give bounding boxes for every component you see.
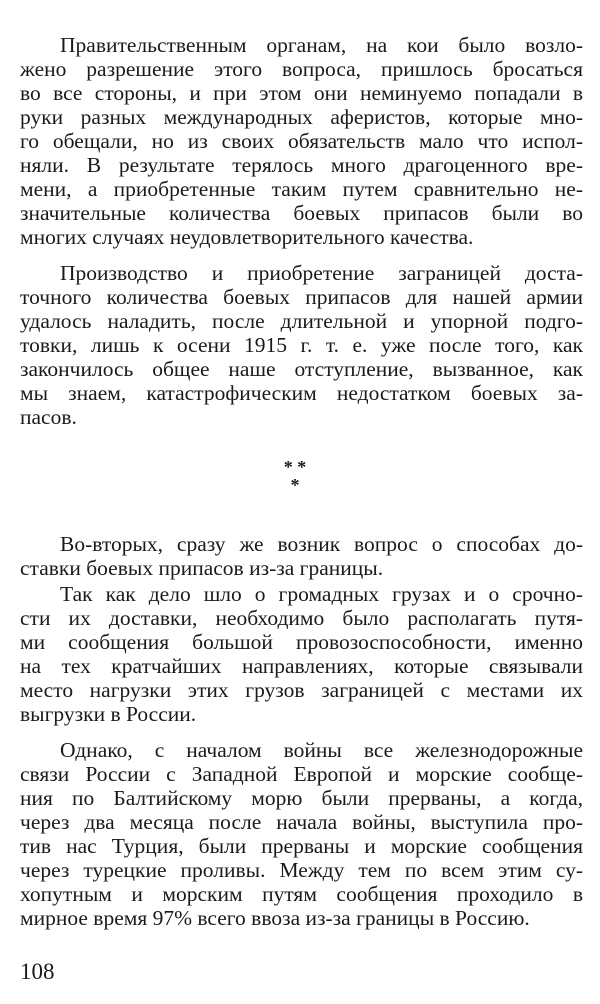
text-line: ния по Балтийскому морю были прерваны, а когда, (20, 786, 583, 810)
text-line: няли. В результате терялось много драгоценного вре- (20, 153, 583, 177)
text-line: Так как дело шло о громадных грузах и о срочно- (60, 582, 583, 606)
text-line: товки, лишь к осени 1915 г. т. е. уже после того, как (20, 333, 583, 357)
text-line: руки разных международных аферистов, которые мно- (20, 105, 583, 129)
text-line: Однако, с началом войны все железнодорожные (60, 738, 583, 762)
text-line: Производство и приобретение заграницей доста- (60, 261, 583, 285)
text-line: многих случаях неудовлетворительного качества. (20, 225, 474, 249)
text-line: во все стороны, и при этом они неминуемо попадали в (20, 81, 583, 105)
text-line: мирное время 97% всего ввоза из-за границы в Россию. (20, 906, 530, 930)
text-line: тив нас Турция, были прерваны и морские сообщения (20, 834, 583, 858)
text-line: жено разрешение этого вопроса, пришлось бросаться (20, 57, 583, 81)
text-line: на тех кратчайших направлениях, которые связывали (20, 654, 583, 678)
text-line: пасов. (20, 405, 77, 429)
text-line: сти их доставки, необходимо было располагать путя- (20, 606, 583, 630)
text-line: через турецкие проливы. Между тем по всем этим су- (20, 858, 583, 882)
text-line: место нагрузки этих грузов заграницей с местами их (20, 678, 583, 702)
text-line: удалось наладить, после длительной и упорной подго- (20, 309, 583, 333)
text-line: Во-вторых, сразу же возник вопрос о способах до- (60, 532, 583, 556)
text-line: мы знаем, катастрофическим недостатком боевых за- (20, 381, 583, 405)
text-line: через два месяца после начала войны, выступила про- (20, 810, 583, 834)
page-number: 108 (20, 959, 55, 984)
text-line: хопутным и морским путям сообщения проходило в (20, 882, 583, 906)
text-line: точного количества боевых припасов для нашей армии (20, 285, 583, 309)
text-line: связи России с Западной Европой и морские сообще- (20, 762, 583, 786)
text-line: Правительственным органам, на кои было возло- (60, 33, 583, 57)
section-separator-asterisks: * * * (283, 457, 307, 495)
text-line: выгрузки в России. (20, 702, 197, 726)
text-line: го обещали, но из своих обязательств мало что испол- (20, 129, 583, 153)
text-line: значительные количества боевых припасов были во (20, 201, 583, 225)
text-line: ставки боевых припасов из-за границы. (20, 556, 384, 580)
text-line: мени, а приобретенные таким путем сравнительно не- (20, 177, 583, 201)
text-line: закончилось общее наше отступление, вызванное, как (20, 357, 583, 381)
text-line: ми сообщения большой провозоспособности, именно (20, 630, 583, 654)
